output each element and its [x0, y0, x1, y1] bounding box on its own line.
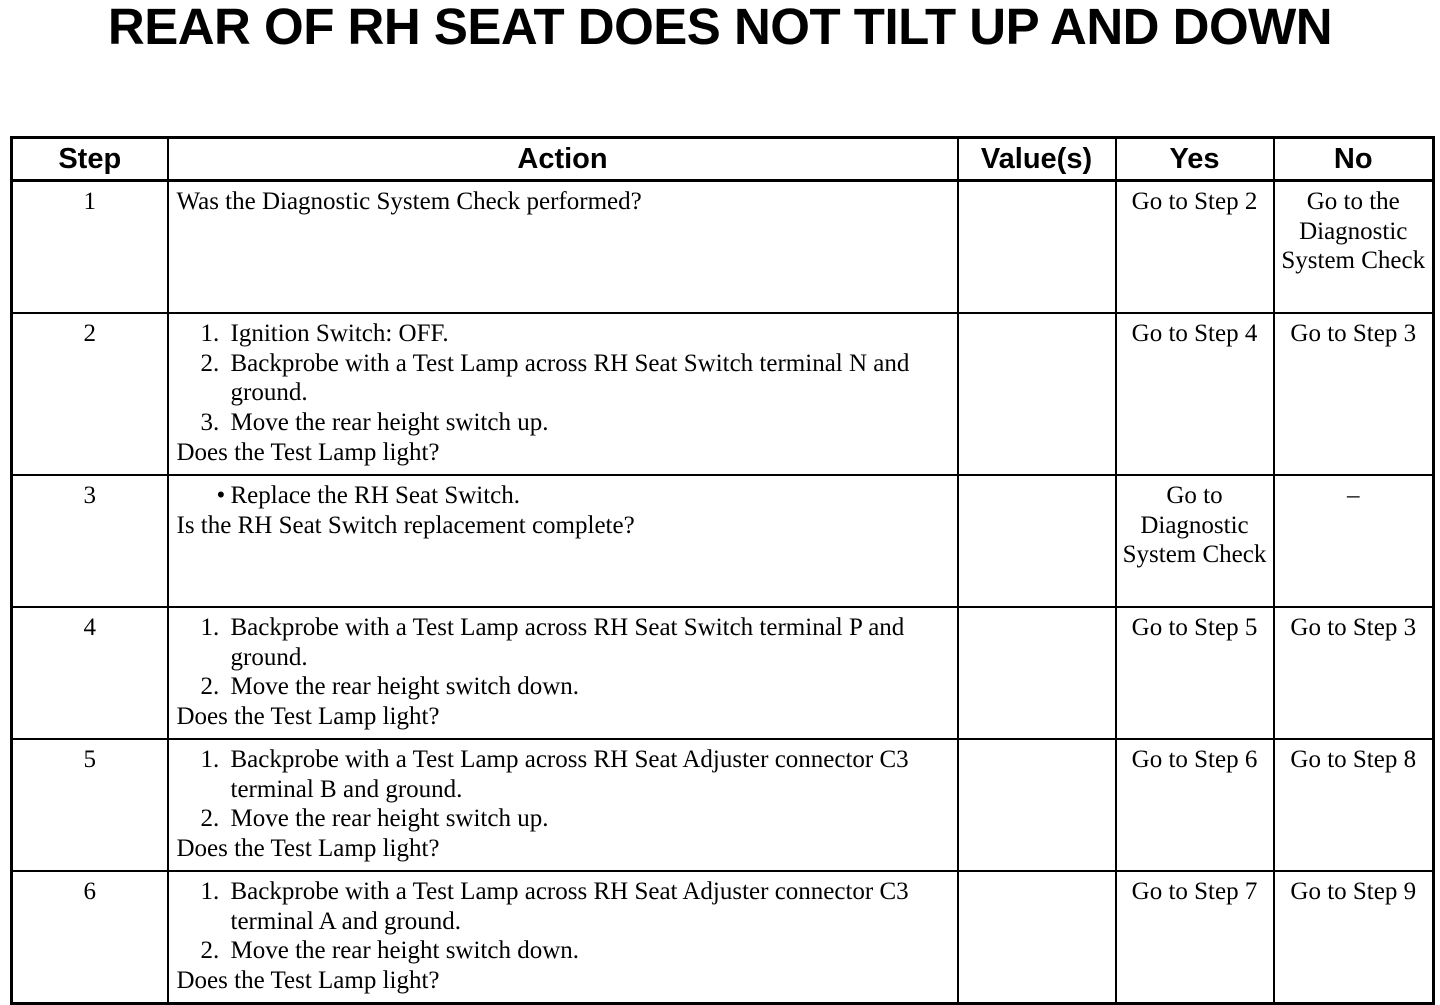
action-step: Backprobe with a Test Lamp across RH Seat Adjuster connector C3 terminal B and ground.: [230, 746, 909, 803]
no-cell: Go to Step 9: [1274, 871, 1434, 1004]
action-cell: [168, 181, 958, 314]
diagnostic-table: [10, 136, 1435, 1005]
no-cell: Go to Step 3: [1274, 313, 1434, 475]
table-row: [12, 607, 1434, 739]
action-question: Does the Test Lamp light?: [176, 835, 440, 863]
action-bullets: [177, 481, 949, 511]
no-cell: Go to the Diagnostic System Check: [1274, 181, 1434, 314]
action-step: Backprobe with a Test Lamp across RH Seat Adjuster connector C3 terminal A and ground.: [230, 878, 909, 935]
action-question: Does the Test Lamp light?: [176, 438, 440, 466]
action-step: Backprobe with a Test Lamp across RH Seat Switch terminal P and ground.: [230, 614, 905, 671]
action-step: Backprobe with a Test Lamp across RH Seat Switch terminal N and ground.: [230, 349, 910, 407]
action-question: Is the RH Seat Switch replacement complete?: [176, 511, 635, 539]
table-header-row: [12, 138, 1434, 181]
action-cell: [168, 475, 958, 607]
action-steps: [177, 319, 949, 438]
table-row: [12, 739, 1434, 871]
action-question: Was the Diagnostic System Check performed?: [176, 188, 642, 215]
action-steps: [177, 877, 949, 966]
step-number: 5: [12, 739, 168, 871]
yes-cell: Go to Step 5: [1116, 607, 1274, 739]
header-values: Value(s): [958, 138, 1116, 181]
step-number: 3: [12, 475, 168, 607]
yes-cell: Go to Step 2: [1116, 181, 1274, 314]
action-step: Ignition Switch: OFF.: [230, 320, 449, 347]
header-step: Step: [12, 138, 168, 181]
values-cell: [958, 181, 1116, 314]
values-cell: [958, 739, 1116, 871]
values-cell: [958, 871, 1116, 1004]
yes-cell: Go to Step 4: [1116, 313, 1274, 475]
yes-cell: Go to Step 7: [1116, 871, 1274, 1004]
yes-cell: Go to Diagnostic System Check: [1116, 475, 1274, 607]
step-number: 6: [12, 871, 168, 1004]
page-title: REAR OF RH SEAT DOES NOT TILT UP AND DOWN: [107, 0, 1333, 55]
action-step: Move the rear height switch up.: [230, 409, 549, 437]
table-row: [12, 871, 1434, 1004]
no-cell: Go to Step 8: [1274, 739, 1434, 871]
table-row: [12, 313, 1434, 475]
no-cell: Go to Step 3: [1274, 607, 1434, 739]
values-cell: [958, 313, 1116, 475]
action-question: Does the Test Lamp light?: [176, 703, 440, 731]
action-step: Move the rear height switch up.: [230, 805, 549, 833]
header-yes: Yes: [1116, 138, 1274, 181]
step-number: 2: [12, 313, 168, 475]
action-step: Move the rear height switch down.: [230, 673, 580, 701]
values-cell: [958, 475, 1116, 607]
action-bullet: • Replace the RH Seat Switch.: [231, 481, 949, 511]
header-action: Action: [168, 138, 958, 181]
action-steps: [177, 745, 949, 834]
action-cell: [168, 313, 958, 475]
action-question: Does the Test Lamp light?: [176, 967, 440, 995]
table-row: [12, 475, 1434, 607]
action-cell: [168, 739, 958, 871]
yes-cell: Go to Step 6: [1116, 739, 1274, 871]
action-step: Move the rear height switch down.: [230, 937, 580, 965]
no-cell: –: [1274, 475, 1434, 607]
table-row: [12, 181, 1434, 314]
action-steps: [177, 613, 949, 702]
header-no: No: [1274, 138, 1434, 181]
step-number: 1: [12, 181, 168, 314]
action-cell: [168, 607, 958, 739]
action-cell: [168, 871, 958, 1004]
values-cell: [958, 607, 1116, 739]
step-number: 4: [12, 607, 168, 739]
